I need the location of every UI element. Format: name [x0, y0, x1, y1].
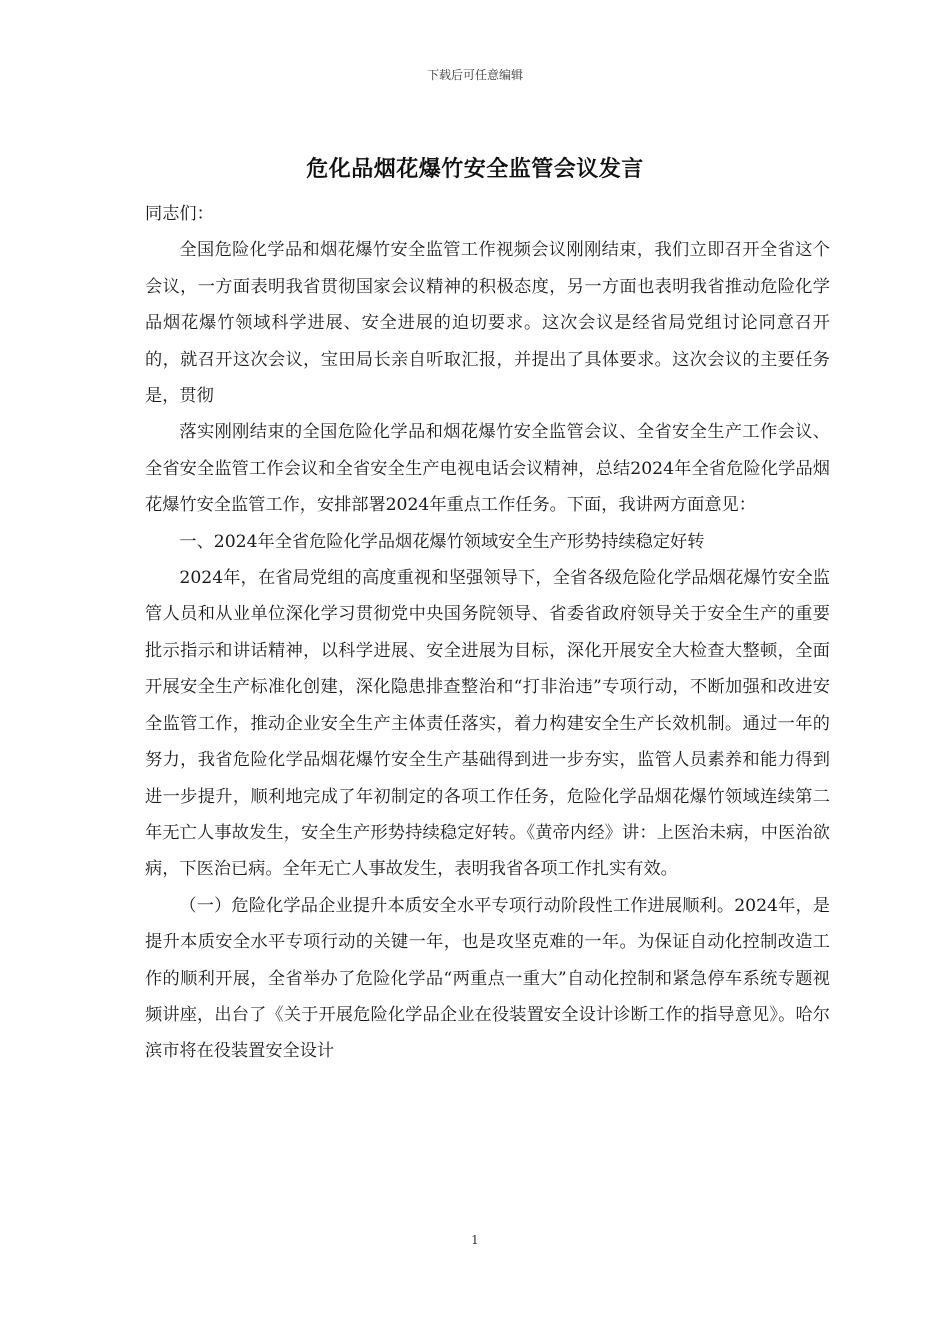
subsection-paragraph-1: （一）危险化学品企业提升本质安全水平专项行动阶段性工作进展顺利。2024年，是提升本质安全水平专项行动的关键一年，也是攻坚克难的一年。为保证自动化控制改造工作的顺利开展，全省举办了危险化学品“两重点一重大”自动化控制和紧急停车系统专题视频讲座，出台了《关于开展危险化学品企业在役装置安全设计诊断工作的指导意见》。哈尔滨市将在役装置安全设计	[145, 895, 830, 1062]
paragraph-3: 2024年，在省局党组的高度重视和坚强领导下，全省各级危险化学品烟花爆竹安全监管人员和从业单位深化学习贯彻党中央国务院领导、省委省政府领导关于安全生产的重要批示指示和讲话精神，以科学进展、安全进展为目标，深化开展安全大检查大整顿，全面开展安全生产标准化创建，深化隐患排查整治和“打非治违”专项行动，不断加强和改进安全监管工作，推动企业安全生产主体责任落实，着力构建安全生产长效机制。通过一年的努力，我省危险化学品烟花爆竹安全生产基础得到进一步夯实，监管人员素养和能力得到进一步提升，顺利地完成了年初制定的各项工作任务，危险化学品烟花爆竹领域连续第二年无亡人事故发生，安全生产形势持续稳定好转。《黄帝内经》讲：上医治未病，中医治欲病，下医治已病。全年无亡人事故发生，表明我省各项工作扎实有效。	[145, 568, 830, 880]
salutation: 同志们：	[145, 204, 214, 224]
section-heading-1: 一、2024年全省危险化学品烟花爆竹领域安全生产形势持续稳定好转	[179, 531, 705, 552]
page-number: 1	[471, 1233, 479, 1247]
header-note: 下载后可任意编辑	[426, 68, 523, 82]
document-title: 危化品烟花爆竹安全监管会议发言	[306, 157, 644, 182]
paragraph-1: 全国危险化学品和烟花爆竹安全监管工作视频会议刚刚结束，我们立即召开全省这个会议，一方面表明我省贯彻国家会议精神的积极态度，另一方面也表明我省推动危险化学品烟花爆竹领域科学进展、安全进展的迫切要求。这次会议是经省局党组讨论同意召开的，就召开这次会议，宝田局长亲自听取汇报，并提出了具体要求。这次会议的主要任务是，贯彻	[145, 240, 830, 407]
document-body	[145, 196, 830, 1070]
paragraph-2: 落实刚刚结束的全国危险化学品和烟花爆竹安全监管会议、全省安全生产工作会议、全省安全监管工作会议和全省安全生产电视电话会议精神，总结2024年全省危险化学品烟花爆竹安全监管工作，安排部署2024年重点工作任务。下面，我讲两方面意见：	[145, 422, 830, 516]
